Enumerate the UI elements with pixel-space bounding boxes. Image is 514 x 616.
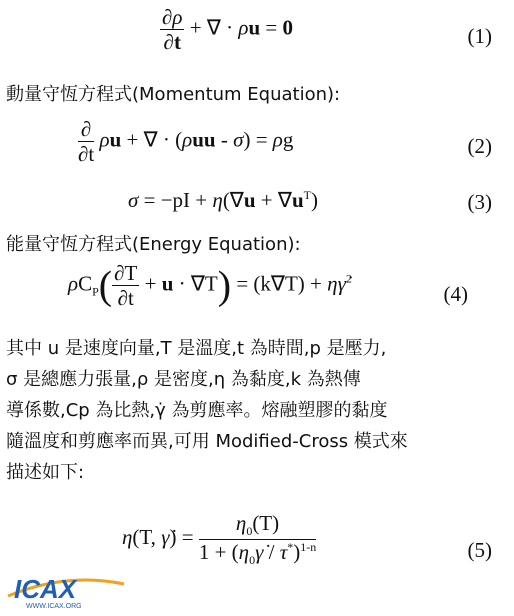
fraction-dT-dt: $\frac{\partial T}{\partial t}$: [114, 261, 138, 311]
fraction-d-dt: $\frac{\partial}{\partial t}$: [78, 117, 95, 167]
fraction-cross-model: $\frac{\eta_0(T)}{1 + (\eta_0\gammȧ / \tau^*)^{1-n}}$: [198, 511, 317, 567]
description-paragraph: [6, 333, 506, 488]
heading-momentum: 動量守恆方程式(Momentum Equation):: [6, 84, 341, 105]
paragraph-line-4: 隨溫度和剪應率而異,可用 Modified-Cross 模式來: [6, 431, 408, 452]
equation-5: η(T, γ̇) = $\frac{\eta_0(T)}{1 + (\eta_0\gammȧ / \tau^*)^{1-n}}$: [122, 511, 317, 567]
equation-5-number: (5): [467, 538, 492, 562]
logo-subtext: WWW.ICAX.ORG: [26, 603, 82, 610]
fraction-drho-dt: $\frac{\partial\rho}{\partial t}$: [162, 5, 183, 55]
equation-1: $\frac{\partial\rho}{\partial t}$ + ∇ · ρu = 0: [162, 5, 293, 55]
equation-3: $\sigma = -pI + \eta(\nabla u + \nabla u^T)$: [128, 188, 318, 212]
paragraph-line-3: 導係數,Cp 為比熱,γ̇ 為剪應率。熔融塑膠的黏度: [6, 400, 388, 421]
paragraph-line-2: σ 是總應力張量,ρ 是密度,η 為黏度,k 為熱傳: [6, 369, 361, 390]
equation-4: $\rho C_P$( $\frac{\partial T}{\partial t}$ + u · ∇T) = (k∇T) + ηγ̇$^2$: [68, 261, 352, 311]
equation-2-number: (2): [467, 134, 492, 158]
equation-1-number: (1): [467, 24, 492, 48]
paragraph-line-1: 其中 u 是速度向量,T 是溫度,t 為時間,p 是壓力,: [6, 338, 387, 359]
heading-energy: 能量守恆方程式(Energy Equation):: [6, 234, 301, 255]
equation-4-number: (4): [443, 282, 468, 306]
icax-logo: [6, 566, 126, 610]
equation-2: $\frac{\partial}{\partial t}$ ρu + ∇ · (ρuu - σ) = ρg: [78, 117, 294, 167]
logo-text: ICAX: [14, 574, 77, 604]
equation-3-number: (3): [467, 190, 492, 214]
paragraph-line-5: 描述如下:: [6, 462, 85, 483]
